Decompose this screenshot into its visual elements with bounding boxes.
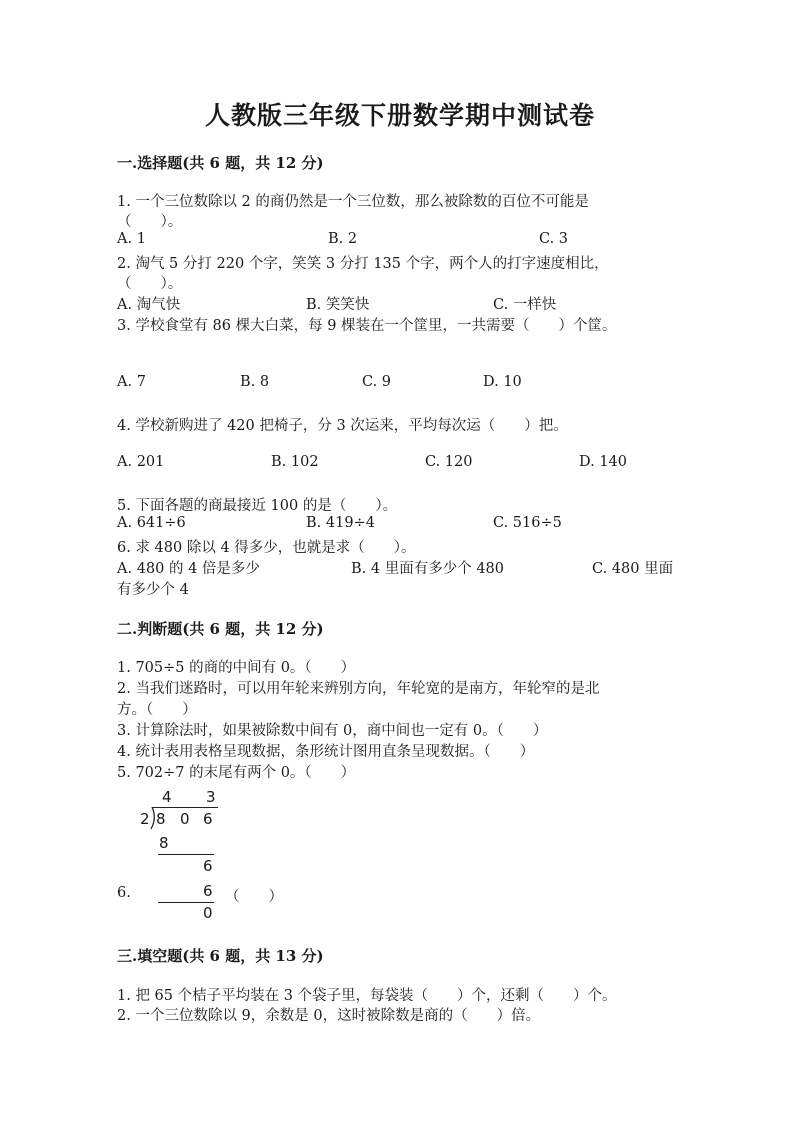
question-text: 1. 把 65 个桔子平均装在 3 个袋子里，每袋装（ ）个，还剩（ ）个。 bbox=[117, 988, 617, 1004]
option-a: A. 641÷6 bbox=[117, 515, 186, 531]
option-c: C. 3 bbox=[539, 231, 569, 247]
answer-blank: （ ）。 bbox=[117, 214, 183, 230]
remainder-digit: 6 bbox=[203, 857, 213, 875]
option-a: A. 7 bbox=[117, 374, 146, 390]
question-text: 5. 下面各题的商最接近 100 的是（ ）。 bbox=[117, 498, 398, 514]
option-d: D. 10 bbox=[483, 374, 522, 390]
section-heading-fill: 三.填空题(共 6 题，共 13 分) bbox=[117, 947, 324, 965]
division-bar bbox=[152, 807, 218, 808]
option-c: C. 一样快 bbox=[493, 297, 557, 313]
question-text: 6. 求 480 除以 4 得多少，也就是求（ ）。 bbox=[117, 540, 416, 556]
page-title: 人教版三年级下册数学期中测试卷 bbox=[204, 101, 595, 130]
option-c: C. 516÷5 bbox=[493, 515, 562, 531]
question-text: 3. 计算除法时，如果被除数中间有 0，商中间也一定有 0。（ ） bbox=[117, 723, 548, 739]
dividend-digit: 6 bbox=[203, 810, 213, 828]
answer-blank: （ ） bbox=[225, 889, 283, 905]
question-text: 3. 学校食堂有 86 棵大白菜，每 9 棵装在一个筐里，一共需要（ ）个筐。 bbox=[117, 318, 617, 334]
option-b: B. 419÷4 bbox=[306, 515, 375, 531]
option-c-continued: 有多少个 4 bbox=[117, 582, 189, 598]
divisor-digit: 2 bbox=[140, 810, 150, 828]
option-c: C. 480 里面 bbox=[592, 561, 674, 577]
option-b: B. 102 bbox=[271, 454, 319, 470]
question-text: 4. 学校新购进了 420 把椅子，分 3 次运来，平均每次运（ ）把。 bbox=[117, 418, 568, 434]
option-a: A. 1 bbox=[117, 231, 146, 247]
option-b: B. 笑笑快 bbox=[306, 297, 370, 313]
question-text: 4. 统计表用表格呈现数据，条形统计图用直条呈现数据。（ ） bbox=[117, 744, 535, 760]
option-c: C. 120 bbox=[425, 454, 473, 470]
quotient-digit: 4 bbox=[162, 788, 172, 806]
option-c: C. 9 bbox=[362, 374, 392, 390]
question-text: 2. 淘气 5 分打 220 个字，笑笑 3 分打 135 个字，两个人的打字速度相比， bbox=[117, 256, 609, 272]
question-number: 6. bbox=[117, 885, 131, 901]
option-b: B. 8 bbox=[240, 374, 270, 390]
option-a: A. 淘气快 bbox=[117, 297, 181, 313]
question-text: 5. 702÷7 的末尾有两个 0。（ ） bbox=[117, 765, 356, 781]
answer-blank: （ ）。 bbox=[117, 276, 183, 292]
section-heading-choice: 一.选择题(共 6 题，共 12 分) bbox=[117, 154, 324, 172]
question-text: 1. 705÷5 的商的中间有 0。（ ） bbox=[117, 660, 356, 676]
long-division-figure bbox=[140, 788, 230, 928]
subtraction-digit: 6 bbox=[203, 882, 213, 900]
dividend-digit: 0 bbox=[180, 810, 190, 828]
subtraction-line bbox=[158, 854, 214, 855]
option-a: A. 480 的 4 倍是多少 bbox=[117, 561, 260, 577]
section-heading-judge: 二.判断题(共 6 题，共 12 分) bbox=[117, 620, 324, 638]
quotient-digit: 3 bbox=[206, 788, 216, 806]
question-text: 2. 一个三位数除以 9，余数是 0，这时被除数是商的（ ）倍。 bbox=[117, 1008, 541, 1024]
question-text: 2. 当我们迷路时，可以用年轮来辨别方向，年轮宽的是南方，年轮窄的是北 bbox=[117, 681, 600, 697]
option-a: A. 201 bbox=[117, 454, 165, 470]
remainder-digit: 0 bbox=[203, 904, 213, 922]
dividend-digit: 8 bbox=[156, 810, 166, 828]
subtraction-digit: 8 bbox=[159, 834, 169, 852]
question-text: 1. 一个三位数除以 2 的商仍然是一个三位数，那么被除数的百位不可能是 bbox=[117, 194, 589, 210]
question-text-continued: 方。（ ） bbox=[117, 702, 197, 718]
option-b: B. 4 里面有多少个 480 bbox=[351, 561, 504, 577]
option-d: D. 140 bbox=[579, 454, 628, 470]
subtraction-line bbox=[158, 902, 214, 903]
option-b: B. 2 bbox=[328, 231, 358, 247]
